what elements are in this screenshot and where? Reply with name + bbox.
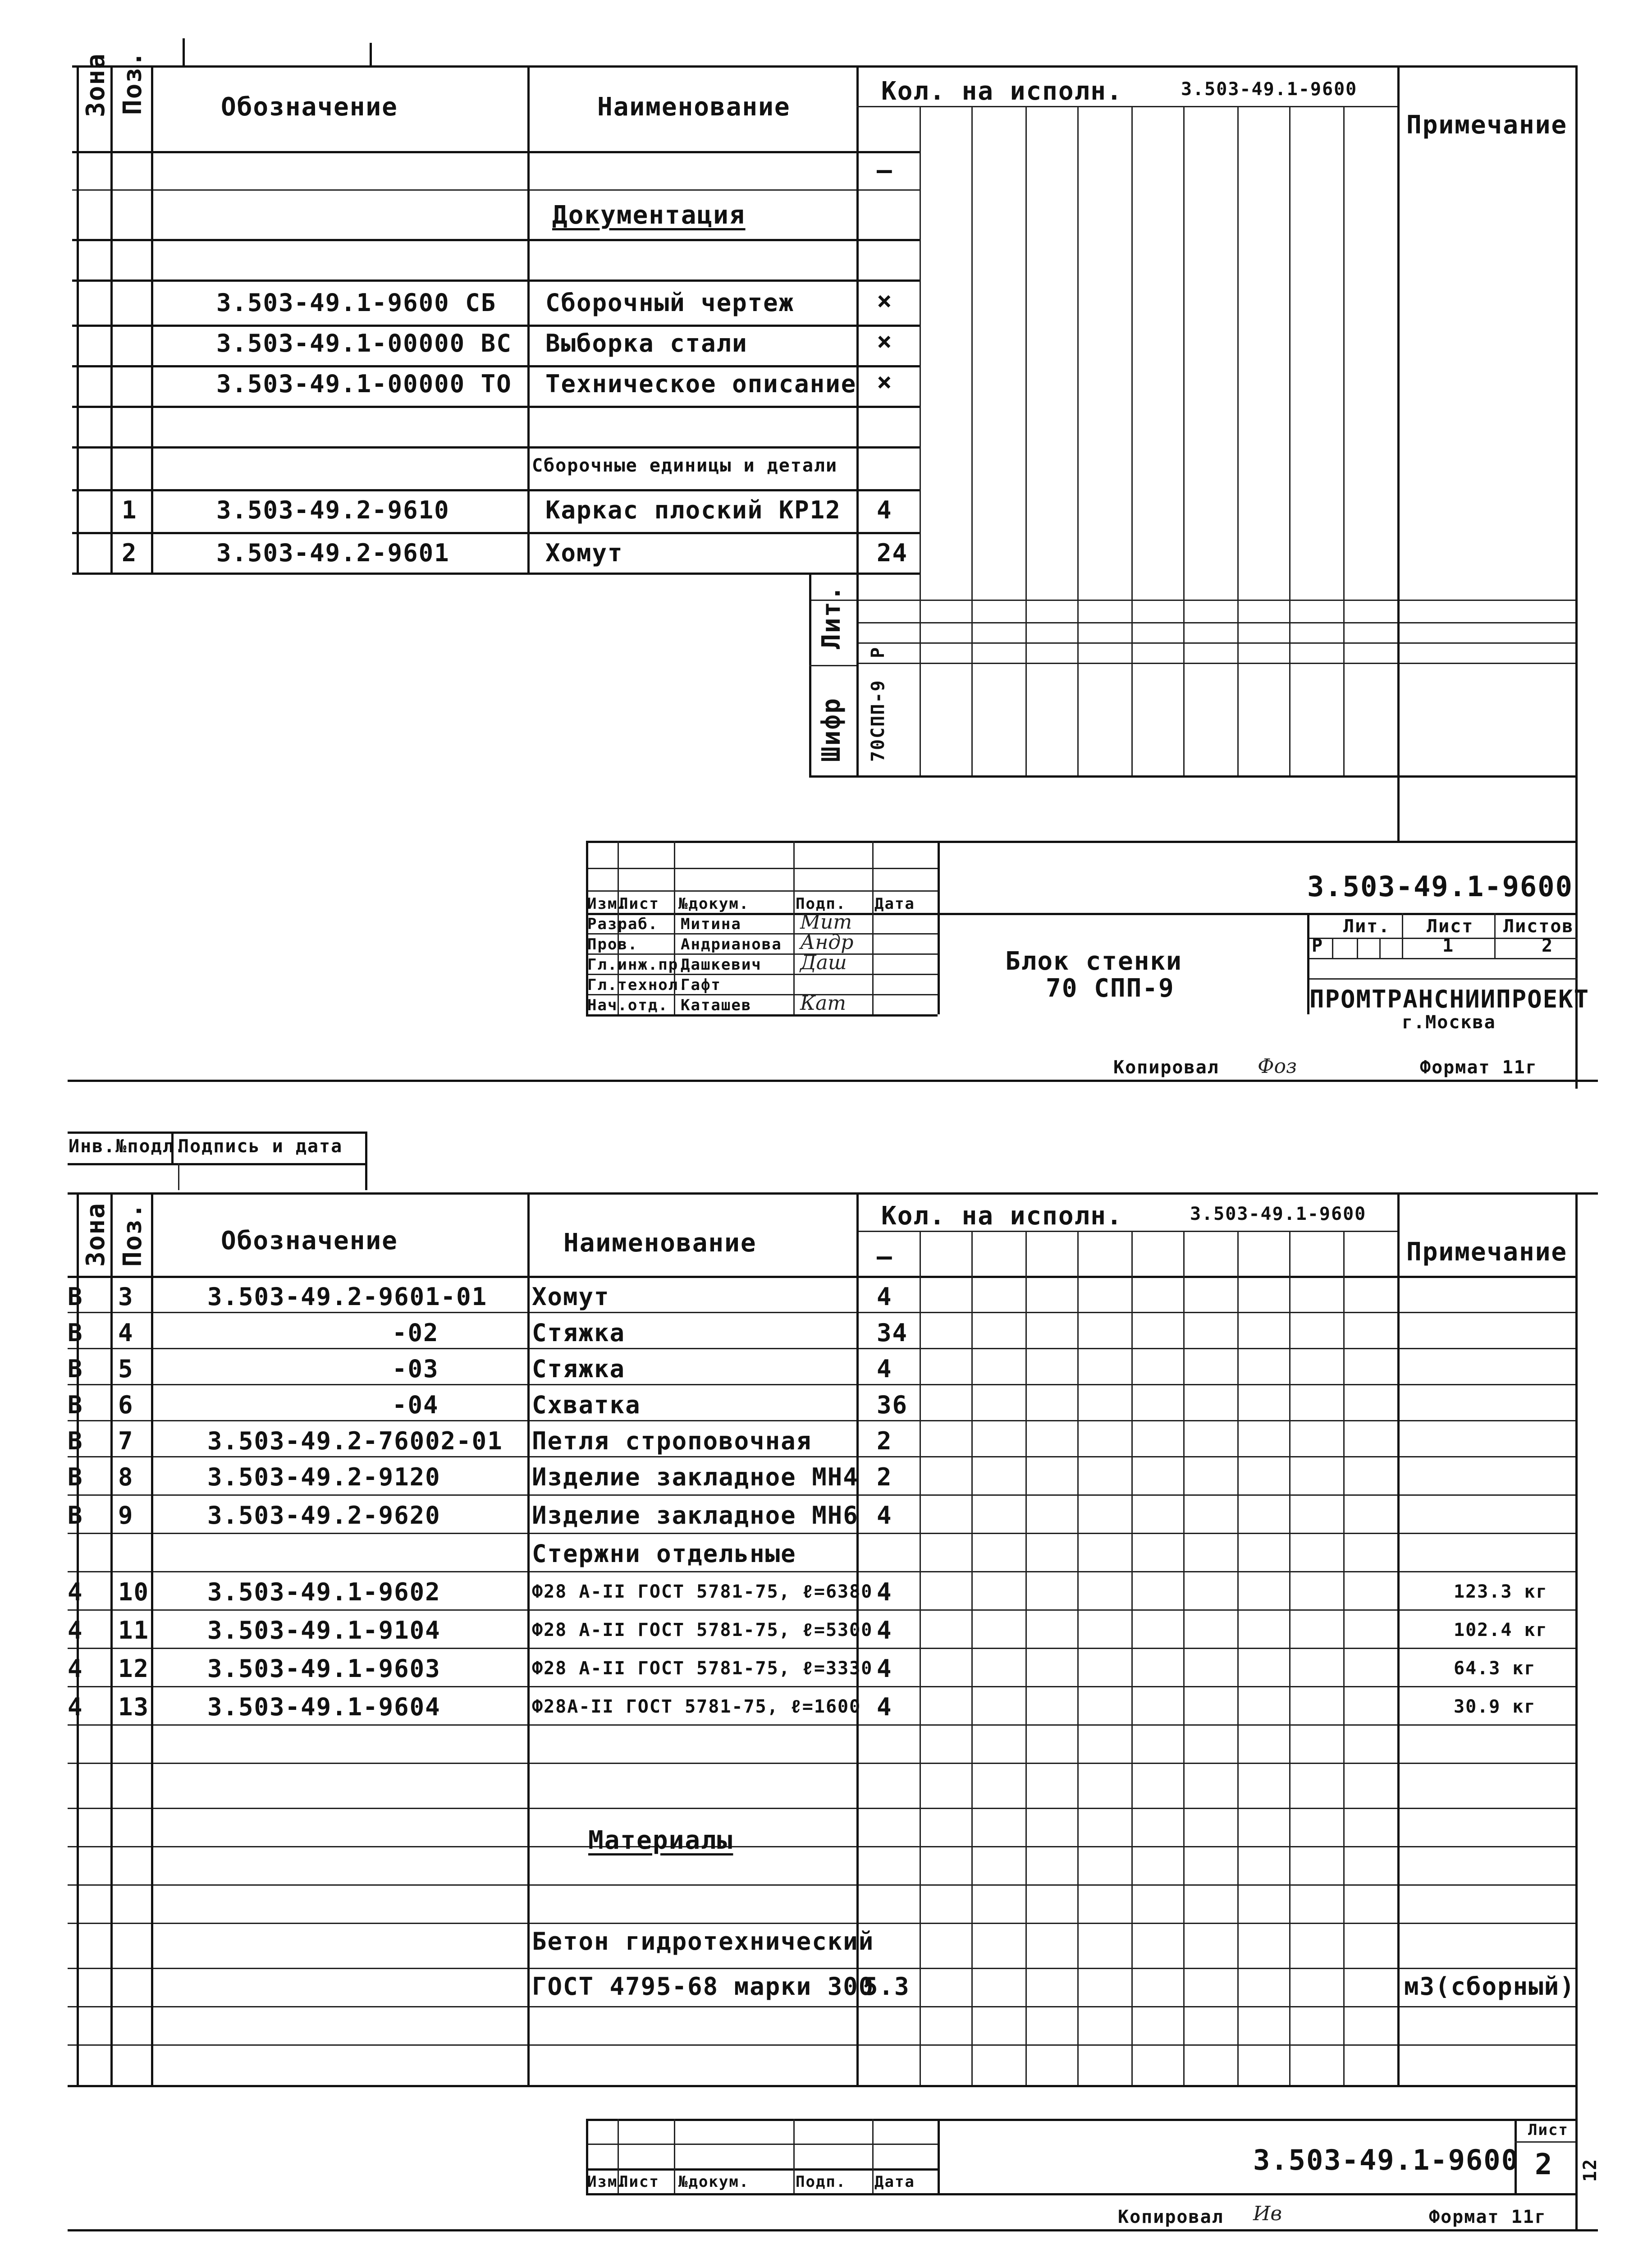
- rule: [856, 622, 1578, 623]
- col-line: [1343, 106, 1345, 775]
- tb-role: Пров.: [587, 935, 638, 953]
- rule: [586, 2144, 938, 2145]
- col-line: [793, 2119, 795, 2193]
- row-zone: В: [68, 1463, 83, 1491]
- header-naimenovanie: Наименование: [563, 1228, 757, 1258]
- ft-ndok: №докум.: [678, 2173, 750, 2191]
- rule: [68, 1846, 1575, 1847]
- row-poz: 13: [118, 1693, 150, 1721]
- row-zone: 4: [68, 1693, 83, 1721]
- rule: [68, 1456, 1575, 1457]
- tb-list-hdr: Лист: [1427, 916, 1474, 937]
- rule: [72, 325, 920, 327]
- row-code: -03: [392, 1355, 439, 1383]
- row-qty: 36: [877, 1391, 908, 1419]
- row-note: 102.4 кг: [1454, 1620, 1548, 1640]
- ft-list-val: 2: [1535, 2148, 1553, 2181]
- row-zone: В: [68, 1355, 83, 1383]
- row-qty: 2: [877, 1427, 892, 1455]
- unit-name: Каркас плоский КР12: [545, 496, 841, 524]
- row-poz: 10: [118, 1578, 150, 1606]
- rule: [72, 573, 920, 575]
- rule: [68, 1648, 1575, 1649]
- tb-name: Гафт: [681, 976, 721, 994]
- tb-listov-hdr: Листов: [1503, 916, 1574, 937]
- header-oboznachenie: Обозначение: [221, 92, 398, 122]
- doc-name: Техническое описание: [545, 370, 857, 398]
- col-line: [151, 1192, 153, 2085]
- ft-list: Лист: [619, 2173, 659, 2191]
- col-line: [1397, 65, 1400, 841]
- rule: [68, 1312, 1575, 1313]
- row-poz: 9: [118, 1501, 134, 1530]
- lit-label: Лит.: [817, 585, 846, 649]
- row-code: 3.503-49.2-76002-01: [207, 1427, 503, 1455]
- copied-label: Копировал: [1118, 2207, 1224, 2227]
- rule: [72, 489, 920, 491]
- col-line: [920, 1231, 921, 2085]
- tb-data: Дата: [874, 895, 915, 913]
- rule: [68, 2229, 1598, 2231]
- rule: [72, 446, 920, 449]
- rule: [68, 1080, 1598, 1082]
- rule: [809, 775, 1575, 778]
- material-name: ГОСТ 4795-68 марки 300: [532, 1972, 874, 2001]
- doc-code: 3.503-49.1-9600 СБ: [216, 289, 497, 317]
- col-line: [1397, 1192, 1400, 2085]
- rule: [72, 189, 920, 191]
- tb-name: Митина: [681, 915, 741, 933]
- tb-role: Разраб.: [587, 915, 659, 933]
- header-dash: —: [877, 1242, 893, 1271]
- material-qty: 5.3: [863, 1972, 910, 2001]
- tb-ndok: №докум.: [678, 895, 750, 913]
- rule: [68, 1571, 1575, 1572]
- row-poz: 11: [118, 1616, 150, 1645]
- rule: [586, 868, 938, 869]
- col-line: [527, 1192, 530, 2085]
- row-qty: 4: [877, 1693, 892, 1721]
- rule: [68, 1132, 365, 1134]
- ft-izm: Изм.: [587, 2173, 628, 2191]
- unit-qty: 24: [877, 539, 908, 567]
- header-zona: Зона: [81, 53, 110, 117]
- header-primechanie: Примечание: [1406, 1237, 1568, 1267]
- rule: [809, 665, 856, 666]
- row-poz: 4: [118, 1319, 134, 1347]
- row-zone: В: [68, 1501, 83, 1530]
- ft-data: Дата: [874, 2173, 915, 2191]
- rule: [72, 239, 920, 241]
- tb-role: Гл.инж.пр.: [587, 956, 689, 974]
- unit-name: Хомут: [545, 539, 623, 567]
- tb-city: г.Москва: [1402, 1012, 1496, 1033]
- rule: [1307, 978, 1578, 980]
- tb-role: Нач.отд.: [587, 996, 668, 1014]
- row-zone: В: [68, 1283, 83, 1311]
- doc-name: Выборка стали: [545, 329, 748, 357]
- tb-signature: Даш: [800, 951, 847, 974]
- rule: [68, 1686, 1575, 1687]
- top-tick: [183, 38, 185, 65]
- doc-code: 3.503-49.1-00000 ВС: [216, 329, 512, 357]
- row-code: 3.503-49.1-9602: [207, 1578, 441, 1606]
- rule: [68, 1923, 1575, 1924]
- row-zone: В: [68, 1427, 83, 1455]
- tb-title-line2: 70 СПП-9: [1046, 974, 1175, 1003]
- row-name: Ф28 А-II ГОСТ 5781-75, ℓ=3330: [532, 1658, 873, 1679]
- unit-poz: 1: [122, 496, 137, 524]
- col-line: [110, 65, 113, 573]
- col-line: [151, 65, 153, 573]
- rule: [586, 2193, 1575, 2195]
- rule: [68, 1276, 1575, 1278]
- col-line: [178, 1163, 179, 1190]
- unit-code: 3.503-49.2-9601: [216, 539, 450, 567]
- row-poz: 7: [118, 1427, 134, 1455]
- col-line: [1332, 938, 1333, 958]
- header-poz: Поз.: [118, 1202, 147, 1267]
- row-qty: 4: [877, 1283, 892, 1311]
- row-qty: 2: [877, 1463, 892, 1491]
- tb-role: Гл.технол.: [587, 976, 689, 994]
- tb-signature: Андр: [800, 931, 854, 954]
- header-kol-code: 3.503-49.1-9600: [1181, 79, 1358, 100]
- col-line: [920, 106, 921, 775]
- rule: [938, 913, 1578, 915]
- row-code: -04: [392, 1391, 439, 1419]
- rule: [1515, 2141, 1575, 2143]
- copied-signature: Ив: [1253, 2202, 1282, 2225]
- col-line: [971, 1231, 973, 2085]
- ft-podp: Подп.: [796, 2173, 847, 2191]
- top-tick: [370, 43, 372, 65]
- rule: [68, 2085, 1575, 2087]
- ft-side-mark: 12: [1580, 2158, 1601, 2182]
- tb-lit-hdr: Лит.: [1343, 916, 1391, 937]
- row-zone: 4: [68, 1654, 83, 1683]
- col-line: [365, 1132, 367, 1190]
- row-note: 30.9 кг: [1454, 1696, 1536, 1717]
- row-name: Изделие закладное МН6: [532, 1501, 859, 1530]
- row-qty: 4: [877, 1578, 892, 1606]
- rule: [72, 365, 920, 367]
- rule: [72, 65, 1578, 68]
- row-note: 123.3 кг: [1454, 1581, 1548, 1602]
- header-primechanie: Примечание: [1406, 110, 1568, 140]
- rule: [586, 994, 938, 995]
- rule: [68, 1163, 365, 1165]
- col-line: [1343, 1231, 1345, 2085]
- row-code: -02: [392, 1319, 439, 1347]
- material-note: м3(сборный): [1404, 1972, 1575, 2001]
- rule: [68, 2006, 1575, 2007]
- row-name: Стяжка: [532, 1355, 626, 1383]
- rule: [68, 1808, 1575, 1809]
- rule: [68, 1884, 1575, 1886]
- tb-lit-val: Р: [1312, 935, 1324, 956]
- header-naimenovanie: Наименование: [597, 92, 791, 122]
- row-zone: В: [68, 1319, 83, 1347]
- rule: [856, 663, 1578, 664]
- rule: [68, 1533, 1575, 1534]
- row-code: 3.503-49.2-9601-01: [207, 1283, 488, 1311]
- format-label: Формат 11г: [1429, 2207, 1547, 2227]
- row-name: Ф28 А-II ГОСТ 5781-75, ℓ=6380: [532, 1581, 873, 1602]
- unit-code: 3.503-49.2-9610: [216, 496, 450, 524]
- header-dash: —: [877, 156, 893, 185]
- row-name: Изделие закладное МН4: [532, 1463, 859, 1491]
- ft-doc-code: 3.503-49.1-9600: [1253, 2144, 1519, 2176]
- row-qty: 4: [877, 1355, 892, 1383]
- rule: [586, 974, 938, 975]
- section-docs-title: Документация: [552, 201, 746, 230]
- rule: [586, 2168, 938, 2171]
- rule: [72, 279, 920, 282]
- col-line: [872, 2119, 874, 2193]
- row-name: Ф28А-II ГОСТ 5781-75, ℓ=1600: [532, 1696, 861, 1717]
- rule: [68, 1348, 1575, 1349]
- tb-org: ПРОМТРАНСНИИПРОЕКТ: [1309, 985, 1590, 1013]
- header-kol: Кол. на исполн.: [881, 77, 1123, 106]
- col-line: [1237, 106, 1239, 775]
- rule: [68, 1724, 1575, 1726]
- lit-value: Р: [868, 646, 888, 658]
- col-line: [1183, 1231, 1185, 2085]
- col-line: [856, 65, 859, 775]
- col-line: [1183, 106, 1185, 775]
- col-line: [674, 2119, 675, 2193]
- rule: [72, 151, 920, 153]
- col-line: [1289, 106, 1290, 775]
- row-poz: 3: [118, 1283, 134, 1311]
- row-poz: 5: [118, 1355, 134, 1383]
- header-poz: Поз.: [118, 50, 147, 115]
- row-note: 64.3 кг: [1454, 1658, 1536, 1679]
- col-line: [1077, 106, 1079, 775]
- row-name: Петля строповочная: [532, 1427, 812, 1455]
- row-code: 3.503-49.2-9620: [207, 1501, 441, 1530]
- section-materials-title: Материалы: [588, 1826, 733, 1855]
- tb-name: Андрианова: [681, 935, 782, 953]
- doc-qty: ×: [877, 367, 893, 397]
- row-qty: 4: [877, 1501, 892, 1530]
- rule: [856, 1231, 1397, 1232]
- col-line: [809, 573, 811, 775]
- rule: [586, 2119, 1575, 2121]
- row-name: Стяжка: [532, 1319, 626, 1347]
- tb-signature: Мит: [800, 911, 852, 934]
- tb-signature: Кат: [800, 992, 847, 1015]
- col-line: [1131, 106, 1133, 775]
- rule: [68, 1192, 1598, 1195]
- col-line: [1025, 1231, 1027, 2085]
- col-line: [1289, 1231, 1290, 2085]
- rule: [68, 1494, 1575, 1496]
- row-qty: 4: [877, 1654, 892, 1683]
- tb-name: Дашкевич: [681, 956, 762, 974]
- doc-qty: ×: [877, 327, 893, 356]
- rule: [68, 1609, 1575, 1611]
- header-zona: Зона: [81, 1202, 110, 1267]
- rule: [586, 890, 938, 892]
- section-units-title: Сборочные единицы и детали: [532, 455, 838, 476]
- row-name: Схватка: [532, 1391, 641, 1419]
- row-qty: 34: [877, 1319, 908, 1347]
- col-line: [1131, 1231, 1133, 2085]
- col-line: [77, 65, 79, 573]
- row-code: 3.503-49.2-9120: [207, 1463, 441, 1491]
- row-zone: В: [68, 1391, 83, 1419]
- col-line: [938, 2119, 940, 2193]
- col-line: [1025, 106, 1027, 775]
- col-line: [110, 1192, 113, 2085]
- material-name: Бетон гидротехнический: [532, 1927, 874, 1956]
- doc-qty: ×: [877, 286, 893, 316]
- header-kol-code: 3.503-49.1-9600: [1190, 1204, 1367, 1224]
- row-poz: 8: [118, 1463, 134, 1491]
- row-zone: 4: [68, 1578, 83, 1606]
- rule: [72, 406, 920, 408]
- rule: [68, 1420, 1575, 1421]
- shifr-value: 70СПП-9: [868, 679, 888, 762]
- col-line: [938, 841, 940, 1014]
- rule: [72, 532, 920, 534]
- row-zone: 4: [68, 1616, 83, 1645]
- tb-name: Каташев: [681, 996, 752, 1014]
- rule: [1307, 958, 1578, 959]
- rule: [68, 1968, 1575, 1969]
- row-poz: 12: [118, 1654, 150, 1683]
- rule: [809, 600, 1575, 601]
- col-line: [1379, 938, 1381, 958]
- col-line: [872, 841, 874, 1014]
- col-line: [1237, 1231, 1239, 2085]
- row-code: 3.503-49.1-9603: [207, 1654, 441, 1683]
- col-line: [1575, 65, 1578, 1089]
- col-line: [1357, 938, 1358, 958]
- rule: [586, 1014, 938, 1017]
- row-name: Ф28 А-II ГОСТ 5781-75, ℓ=5300: [532, 1620, 873, 1640]
- col-line: [1494, 913, 1496, 958]
- row-code: 3.503-49.1-9604: [207, 1693, 441, 1721]
- header-oboznachenie: Обозначение: [221, 1226, 398, 1255]
- tb-doc-code: 3.503-49.1-9600: [1307, 870, 1573, 903]
- tb-izm: Изм.: [587, 895, 628, 913]
- format-label: Формат 11г: [1420, 1057, 1538, 1078]
- col-line: [527, 65, 530, 573]
- rule: [68, 1763, 1575, 1764]
- row-name: Хомут: [532, 1283, 610, 1311]
- col-line: [1077, 1231, 1079, 2085]
- unit-qty: 4: [877, 496, 892, 524]
- copied-signature: Фоз: [1258, 1055, 1297, 1078]
- tb-podp: Подп.: [796, 895, 847, 913]
- unit-poz: 2: [122, 539, 137, 567]
- margin-inv: Инв.№подл.: [69, 1136, 186, 1157]
- rule: [586, 953, 938, 955]
- col-line: [793, 841, 795, 1014]
- rule: [856, 642, 1578, 644]
- row-poz: 6: [118, 1391, 134, 1419]
- shifr-label: Шифр: [817, 697, 846, 762]
- tb-listov-val: 2: [1542, 935, 1554, 956]
- col-line: [1575, 1192, 1578, 2229]
- rule: [68, 1384, 1575, 1385]
- header-kol: Кол. на исполн.: [881, 1201, 1123, 1231]
- col-line: [1402, 913, 1403, 958]
- row-qty: 4: [877, 1616, 892, 1645]
- col-line: [971, 106, 973, 775]
- rule: [586, 933, 938, 935]
- margin-podp: Подпись и дата: [178, 1136, 343, 1157]
- copied-label: Копировал: [1113, 1057, 1219, 1078]
- ft-list-hdr: Лист: [1528, 2121, 1569, 2139]
- rule: [68, 2044, 1575, 2046]
- row-code: 3.503-49.1-9104: [207, 1616, 441, 1645]
- doc-name: Сборочный чертеж: [545, 289, 795, 317]
- row-name: Стержни отдельные: [532, 1539, 796, 1568]
- rule: [586, 841, 1578, 843]
- tb-list: Лист: [619, 895, 659, 913]
- tb-title-line1: Блок стенки: [1005, 947, 1182, 976]
- doc-code: 3.503-49.1-00000 ТО: [216, 370, 512, 398]
- rule: [856, 106, 1397, 107]
- tb-list-val: 1: [1442, 935, 1455, 956]
